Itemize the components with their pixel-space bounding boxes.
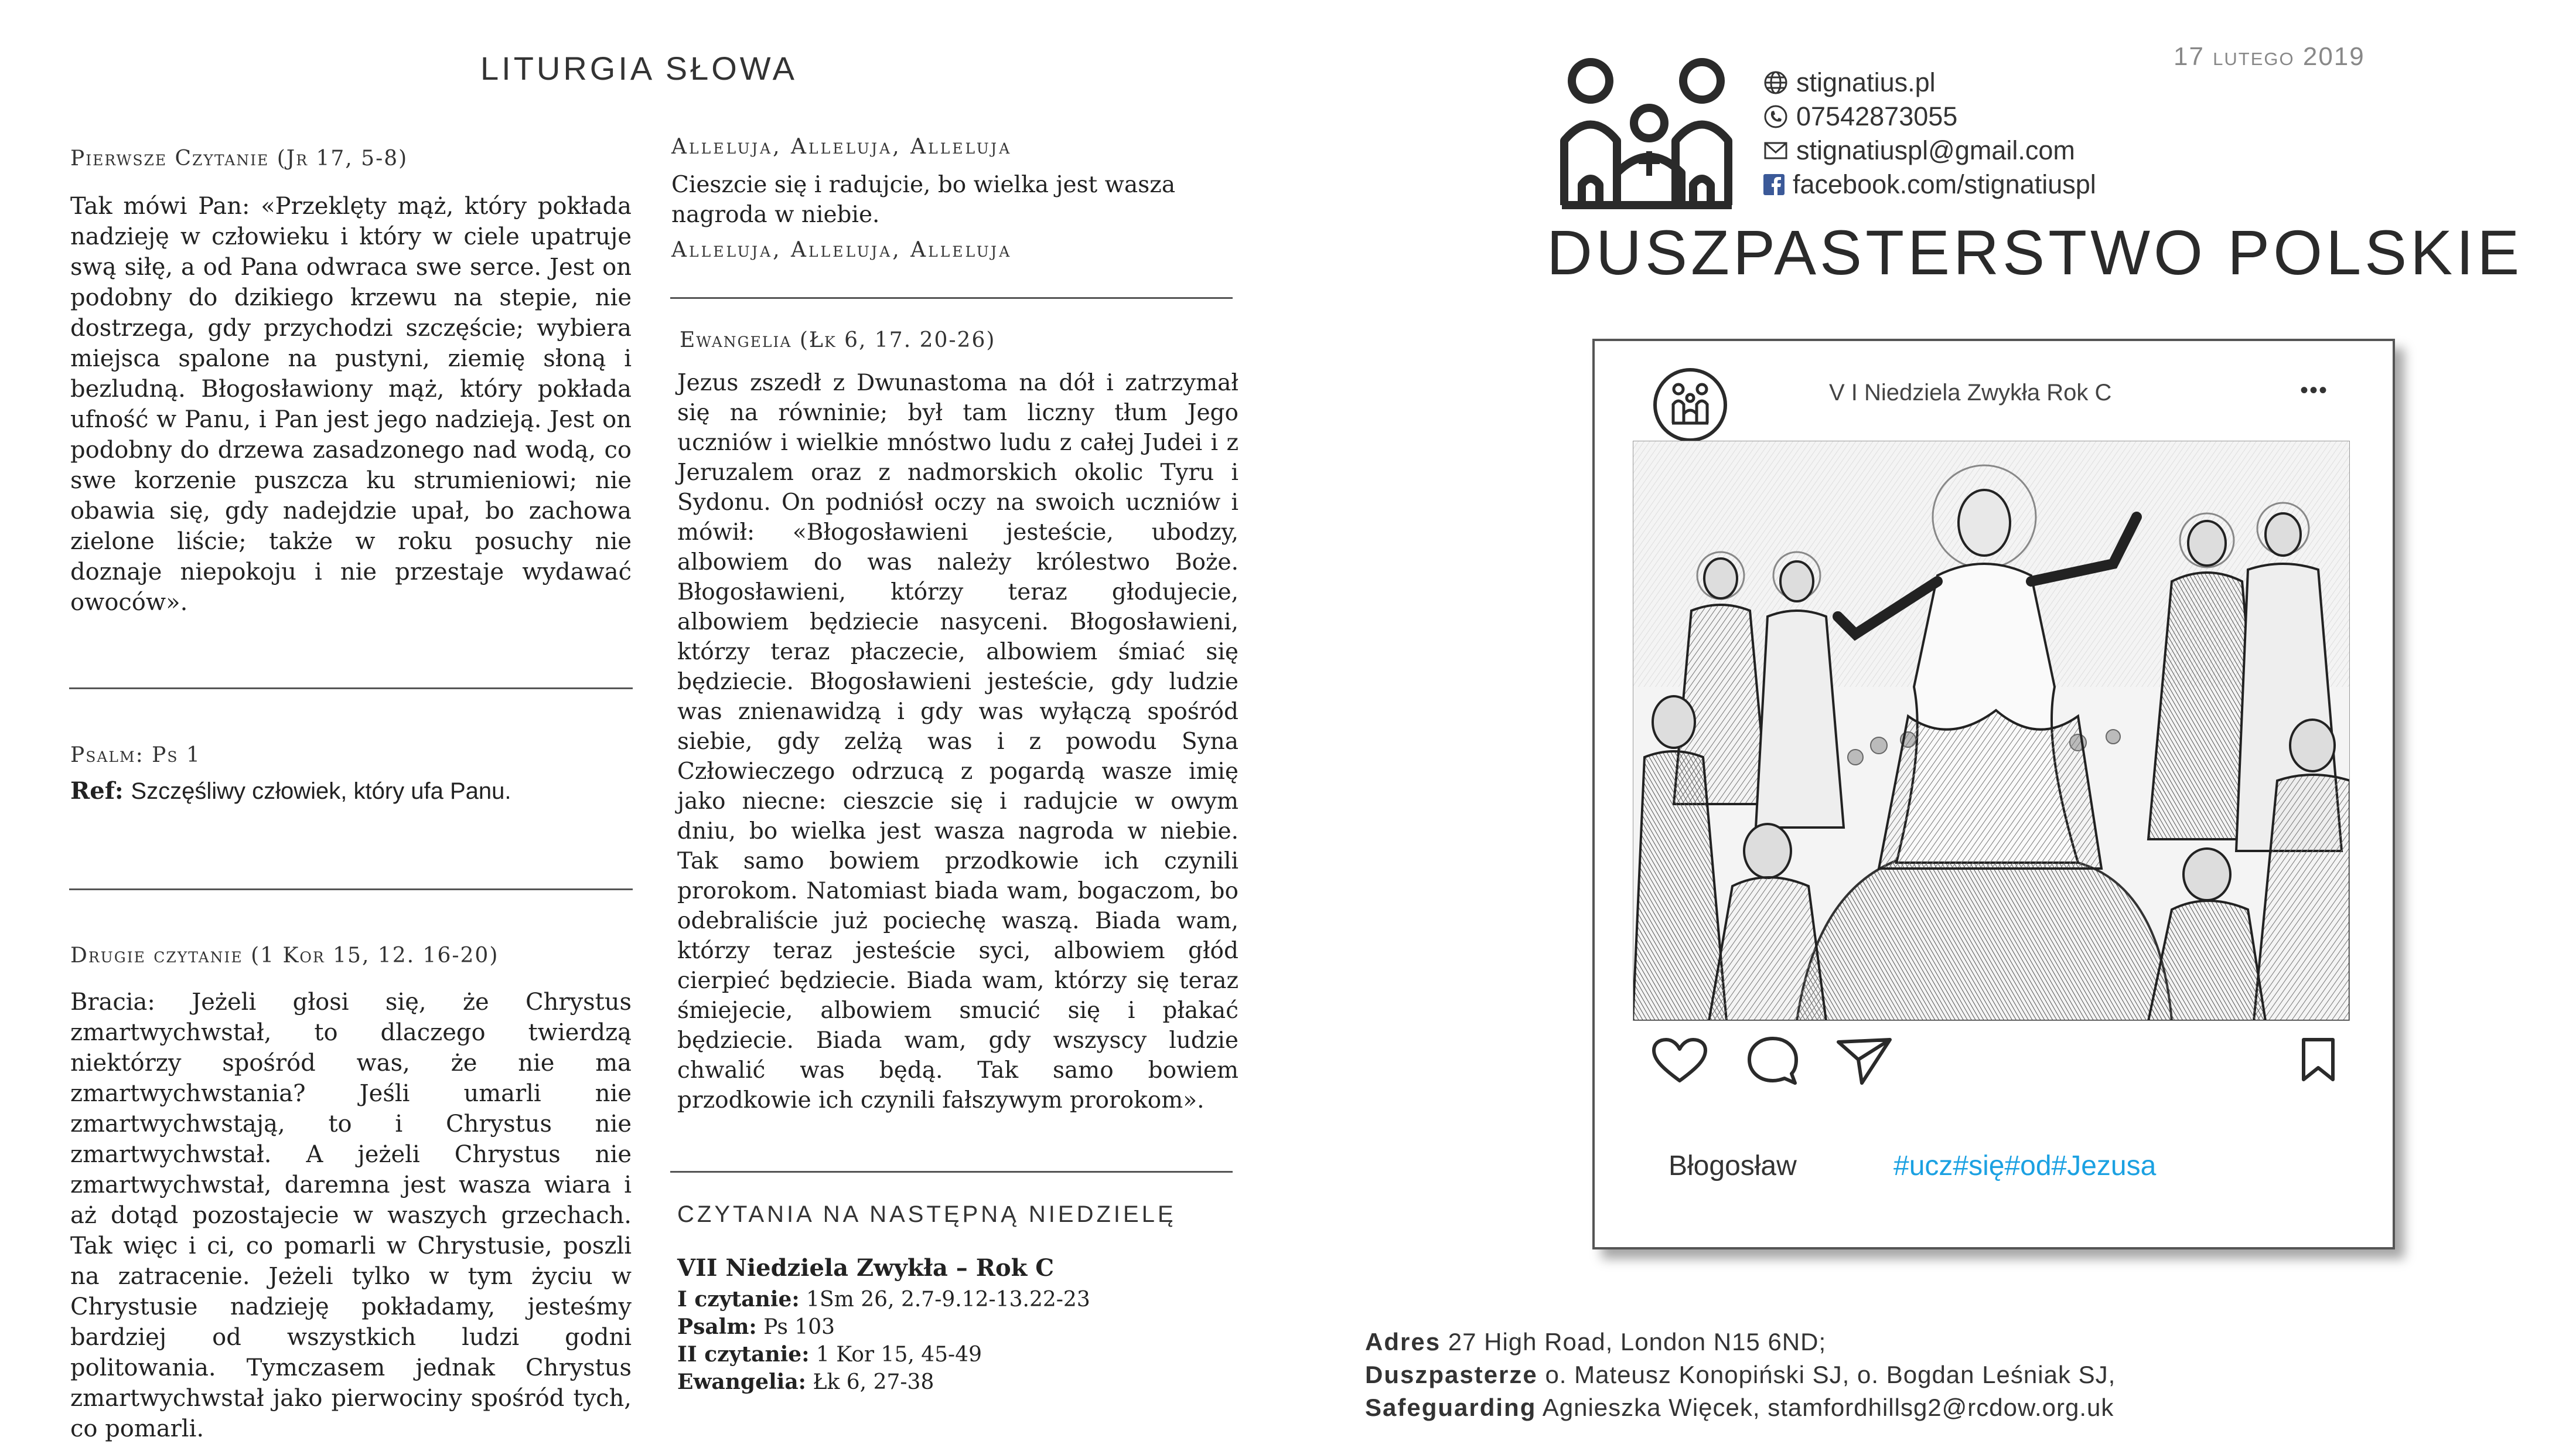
phone-link[interactable]: 07542873055 [1763,101,2096,132]
gospel-text: Jezus zszedł z Dwunastoma na dół i zatrzymał się na równinie; był tam liczny tłum Jego uczniów i wielkie mnóstwo ludu z całej Judei i z Jeruzalem oraz z nadmorskich okolic Tyru i Sydonu. On podniósł oczy na swoich uczniów i mówił: «Błogosławieni jesteście, ubodzy, albowiem do was należy królestwo Boże. Błogosławieni, którzy teraz głodujecie, albowiem będziecie nasyceni. Błogosławieni, którzy teraz płaczecie, albowiem śmiać się będziecie. Błogosławieni jesteście, gdy ludzie was znienawidzą i gdy was wyłączą spośród siebie, gdy zelżą was i z powodu Syna Człowieczego odrzucą z pogardą wasze imię jako niecne: cieszcie się i radujcie w owym dniu, bo wielka jest wasza nagroda w niebie. Tak samo bowiem przodkowie ich czynili prorokom. Natomiast biada wam, bogaczom, bo odebraliście już pociechę waszą. Biada wam, którzy teraz jesteście syci, albowiem głód cierpieć będziecie. Biada wam, którzy się teraz śmiejecie, albowiem smucić się i płakać będziecie. Biada wam, gdy wszyscy ludzie chwalić was będą. Tak samo bowiem przodkowie ich czynili fałszywym prorokom». [677,370,1238,1114]
alleluia-verse: Cieszcie się i radujcie, bo wielka jest wasza nagroda w niebie. [671,172,1176,228]
gospel-heading: Ewangelia (Łk 6, 17. 20-26) [680,328,996,352]
address-line: Adres 27 High Road, London N15 6ND; [1365,1328,1827,1356]
divider [69,687,633,689]
divider [69,888,633,890]
list-item: II czytanie: 1 Kor 15, 45-49 [677,1342,982,1367]
divider [670,297,1233,299]
mail-icon [1763,138,1788,163]
post-header-title: V I Niedziela Zwykła Rok C [1829,380,2112,406]
profile-avatar-icon[interactable] [1651,366,1729,444]
next-sunday-title: VII Niedziela Zwykła – Rok C [677,1254,1055,1282]
liturgy-title: LITURGIA SŁOWA [480,50,797,87]
list-item: I czytanie: 1Sm 26, 2.7-9.12-13.22-23 [677,1287,1090,1312]
post-caption: Błogosław [1669,1150,1797,1181]
website-link[interactable]: stignatius.pl [1763,67,2096,98]
psalm-ref-text: Szczęśliwy człowiek, który ufa Panu. [131,778,511,804]
org-name: DUSZPASTERSTWO POLSKIE [1547,217,2523,288]
address-block [1365,1326,2116,1424]
more-options-icon[interactable]: ••• [2300,377,2329,403]
sermon-illustration [1633,441,2350,1021]
alleluia-line2: Alleluja, Alleluja, Alleluja [671,238,1012,262]
contacts [1763,67,2096,200]
priests-line: Duszpasterze o. Mateusz Konopiński SJ, o. Bogdan Leśniak SJ, [1365,1361,2116,1388]
post-hashtags[interactable]: #ucz#się#od#Jezusa [1893,1150,2157,1181]
divider [670,1171,1233,1173]
reading2-heading: Drugie czytanie (1 Kor 15, 12. 16-20) [70,944,499,968]
reading2-text: Bracia: Jeżeli głosi się, że Chrystus zmartwychwstał, to dlaczego twierdzą niektórzy spośród was, że nie ma zmartwychwstania? Jeśli umarli nie zmartwychwstają, to i Chrystus nie zmartwychwstał. A jeżeli Chrystus nie zmartwychwstał, daremna jest wasza wiara i aż dotąd pozostajecie w waszych grzechach. Tak więc i ci, co pomarli w Chrystusie, poszli na zatracenie. Jeżeli tylko w tym życiu w Chrystusie nadzieję pokładamy, jesteśmy bardziej od wszystkich ludzi godni politowania. Tymczasem jednak Chrystus zmartwychwstał jako pierwociny spośród tych, co pomarli. [70,989,632,1442]
next-sunday-list [677,1286,1090,1396]
reading1-text: Tak mówi Pan: «Przeklęty mąż, który pokłada nadzieję w człowieku i który w ciele upatruje swą siłę, a od Pana odwraca swe serce. Jest on podobny do dzikiego krzewu na stepie, nie dostrzega, gdy przychodzi szczęście; wybiera miejsca spalone na pustyni, ziemię słoną i bezludną. Błogosławiony mąż, który pokłada ufność w Panu, i Pan jest jego nadzieją. Jest on podobny do drzewa zasadzonego nad wodą, co swe korzenie puszcza ku strumieniowi; nie obawia się, gdy nadejdzie upał, bo zachowa zielone liście; także w roku posuchy nie doznaje niepokoju i nie przestaje wydawać owoców». [70,193,632,616]
reading1-heading: Pierwsze Czytanie (Jr 17, 5-8) [70,147,408,171]
facebook-icon [1763,174,1785,195]
alleluia-line1: Alleluja, Alleluja, Alleluja [671,135,1012,159]
safeguarding-line: Safeguarding Agnieszka Więcek, stamfordhillsg2@rcdow.org.uk [1365,1394,2114,1421]
globe-icon [1763,70,1788,95]
email-link[interactable]: stignatiuspl@gmail.com [1763,135,2096,166]
psalm-ref-label: Ref: [70,777,124,805]
date: 17 lutego 2019 [2174,42,2365,71]
list-item: Psalm: Ps 103 [677,1315,835,1339]
post-card [1592,339,2395,1249]
phone-icon [1763,104,1788,129]
like-heart-icon[interactable] [1650,1037,1709,1084]
list-item: Ewangelia: Łk 6, 27-38 [677,1370,934,1394]
bookmark-icon[interactable] [2298,1036,2339,1083]
parish-logo [1558,53,1758,211]
comment-icon[interactable] [1746,1035,1800,1087]
next-sunday-heading: CZYTANIA NA NASTĘPNĄ NIEDZIELĘ [677,1201,1176,1227]
psalm-heading: Psalm: Ps 1 [70,743,201,767]
share-send-icon[interactable] [1835,1036,1893,1087]
facebook-link[interactable]: facebook.com/stignatiuspl [1763,169,2096,200]
psalm-refrain [70,776,598,806]
